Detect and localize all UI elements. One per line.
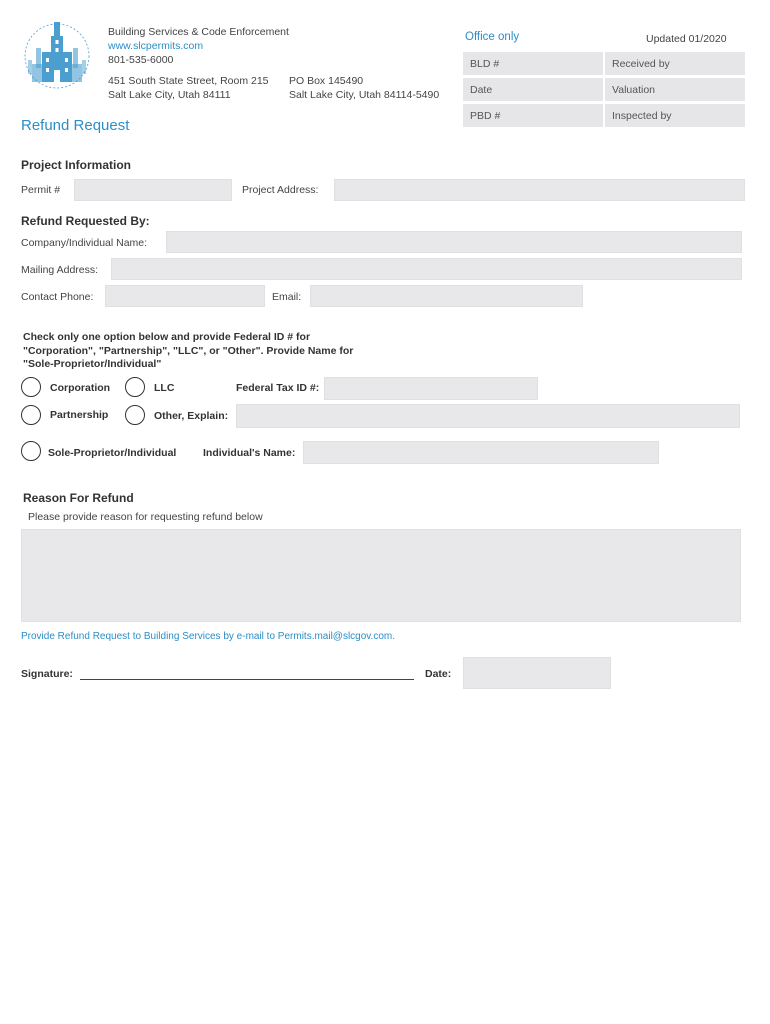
project-info-heading: Project Information [21,158,132,172]
reason-heading: Reason For Refund [23,491,134,505]
website-link[interactable]: www.slcpermits.com [108,40,204,52]
office-pbd: PBD # [463,104,603,127]
phone-label: Contact Phone: [21,291,94,303]
sole-proprietor-label: Sole-Proprietor/Individual [48,447,177,459]
other-label: Other, Explain: [154,410,229,422]
office-received-by: Received by [605,52,745,75]
other-radio[interactable] [125,405,145,425]
street-city: Salt Lake City, Utah 84111 [108,89,231,101]
phone-field[interactable] [105,285,265,307]
individual-name-label: Individual's Name: [203,447,296,459]
office-bld: BLD # [463,52,603,75]
page-title: Refund Request [21,117,130,134]
email-instruction: Provide Refund Request to Building Services by e-mail to Permits.mail@slcgov.com. [21,631,396,642]
email-label: Email: [272,291,302,303]
mailing-field[interactable] [111,258,742,280]
mailing-label: Mailing Address: [21,264,99,276]
project-address-field[interactable] [334,179,745,201]
date-label: Date: [425,668,452,680]
department-name: Building Services & Code Enforcement [108,26,289,38]
individual-name-field[interactable] [303,441,659,464]
project-address-label: Project Address: [242,184,319,196]
updated-date: Updated 01/2020 [646,33,727,45]
office-only-title: Office only [465,31,520,43]
other-explain-field[interactable] [236,404,740,428]
options-instructions: Check only one option below and provide Federal ID # for "Corporation", "Partnership", "LLC", or "Other". Provide Name for "Sole-Proprietor/Individual" [23,331,354,370]
tax-id-field[interactable] [324,377,538,400]
llc-radio[interactable] [125,377,145,397]
reason-instruction: Please provide reason for requesting refund below [28,511,263,523]
permit-label: Permit # [21,184,61,196]
office-inspected-by: Inspected by [605,104,745,127]
corporation-label: Corporation [50,382,111,394]
tax-id-label: Federal Tax ID #: [236,382,320,394]
corporation-radio[interactable] [21,377,41,397]
partnership-radio[interactable] [21,405,41,425]
phone-number: 801-535-6000 [108,54,174,66]
partnership-label: Partnership [50,409,109,421]
llc-label: LLC [154,382,175,394]
permit-field[interactable] [74,179,232,201]
city-seal-logo-icon [22,18,92,92]
requested-by-heading: Refund Requested By: [21,214,150,228]
company-label: Company/Individual Name: [21,237,148,249]
po-box: PO Box 145490 [289,75,364,87]
company-field[interactable] [166,231,742,253]
signature-label: Signature: [21,668,73,680]
po-city: Salt Lake City, Utah 84114-5490 [289,89,440,101]
sole-proprietor-radio[interactable] [21,441,41,461]
signature-line[interactable] [80,679,414,680]
reason-textarea[interactable] [21,529,741,622]
date-field[interactable] [463,657,611,689]
office-valuation: Valuation [605,78,745,101]
office-date: Date [463,78,603,101]
street-address: 451 South State Street, Room 215 [108,75,269,87]
email-field[interactable] [310,285,583,307]
